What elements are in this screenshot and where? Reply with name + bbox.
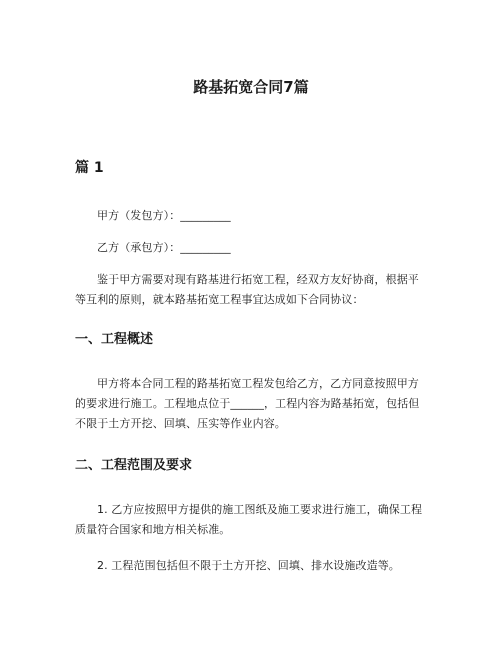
party-a-line: 甲方（发包方）：_________ [97, 209, 231, 222]
party-b-line: 乙方（承包方）：_________ [97, 241, 231, 254]
article-1-body: 甲方将本合同工程的路基拓宽工程发包给乙方，乙方同意按照甲方的要求进行施工。工程地点位于______，工程内容为路基拓宽，包括但不限于土方开挖、回填、压实等作业内容。 [75, 377, 420, 430]
document-title: 路基拓宽合同7篇 [193, 78, 309, 96]
article-2-heading: 二、工程范围及要求 [75, 458, 193, 473]
article-2-item-1: 1. 乙方应按照甲方提供的施工图纸及施工要求进行施工，确保工程质量符合国家和地方相关标准。 [75, 503, 423, 536]
article-1-heading: 一、工程概述 [75, 332, 154, 347]
article-2-item-2: 2. 工程范围包括但不限于土方开挖、回填、排水设施改造等。 [97, 559, 400, 572]
section-heading: 篇 1 [75, 160, 104, 176]
preamble-paragraph: 鉴于甲方需要对现有路基进行拓宽工程，经双方友好协商，根据平等互利的原则，就本路基拓宽工程事宜达成如下合同协议： [75, 273, 419, 306]
